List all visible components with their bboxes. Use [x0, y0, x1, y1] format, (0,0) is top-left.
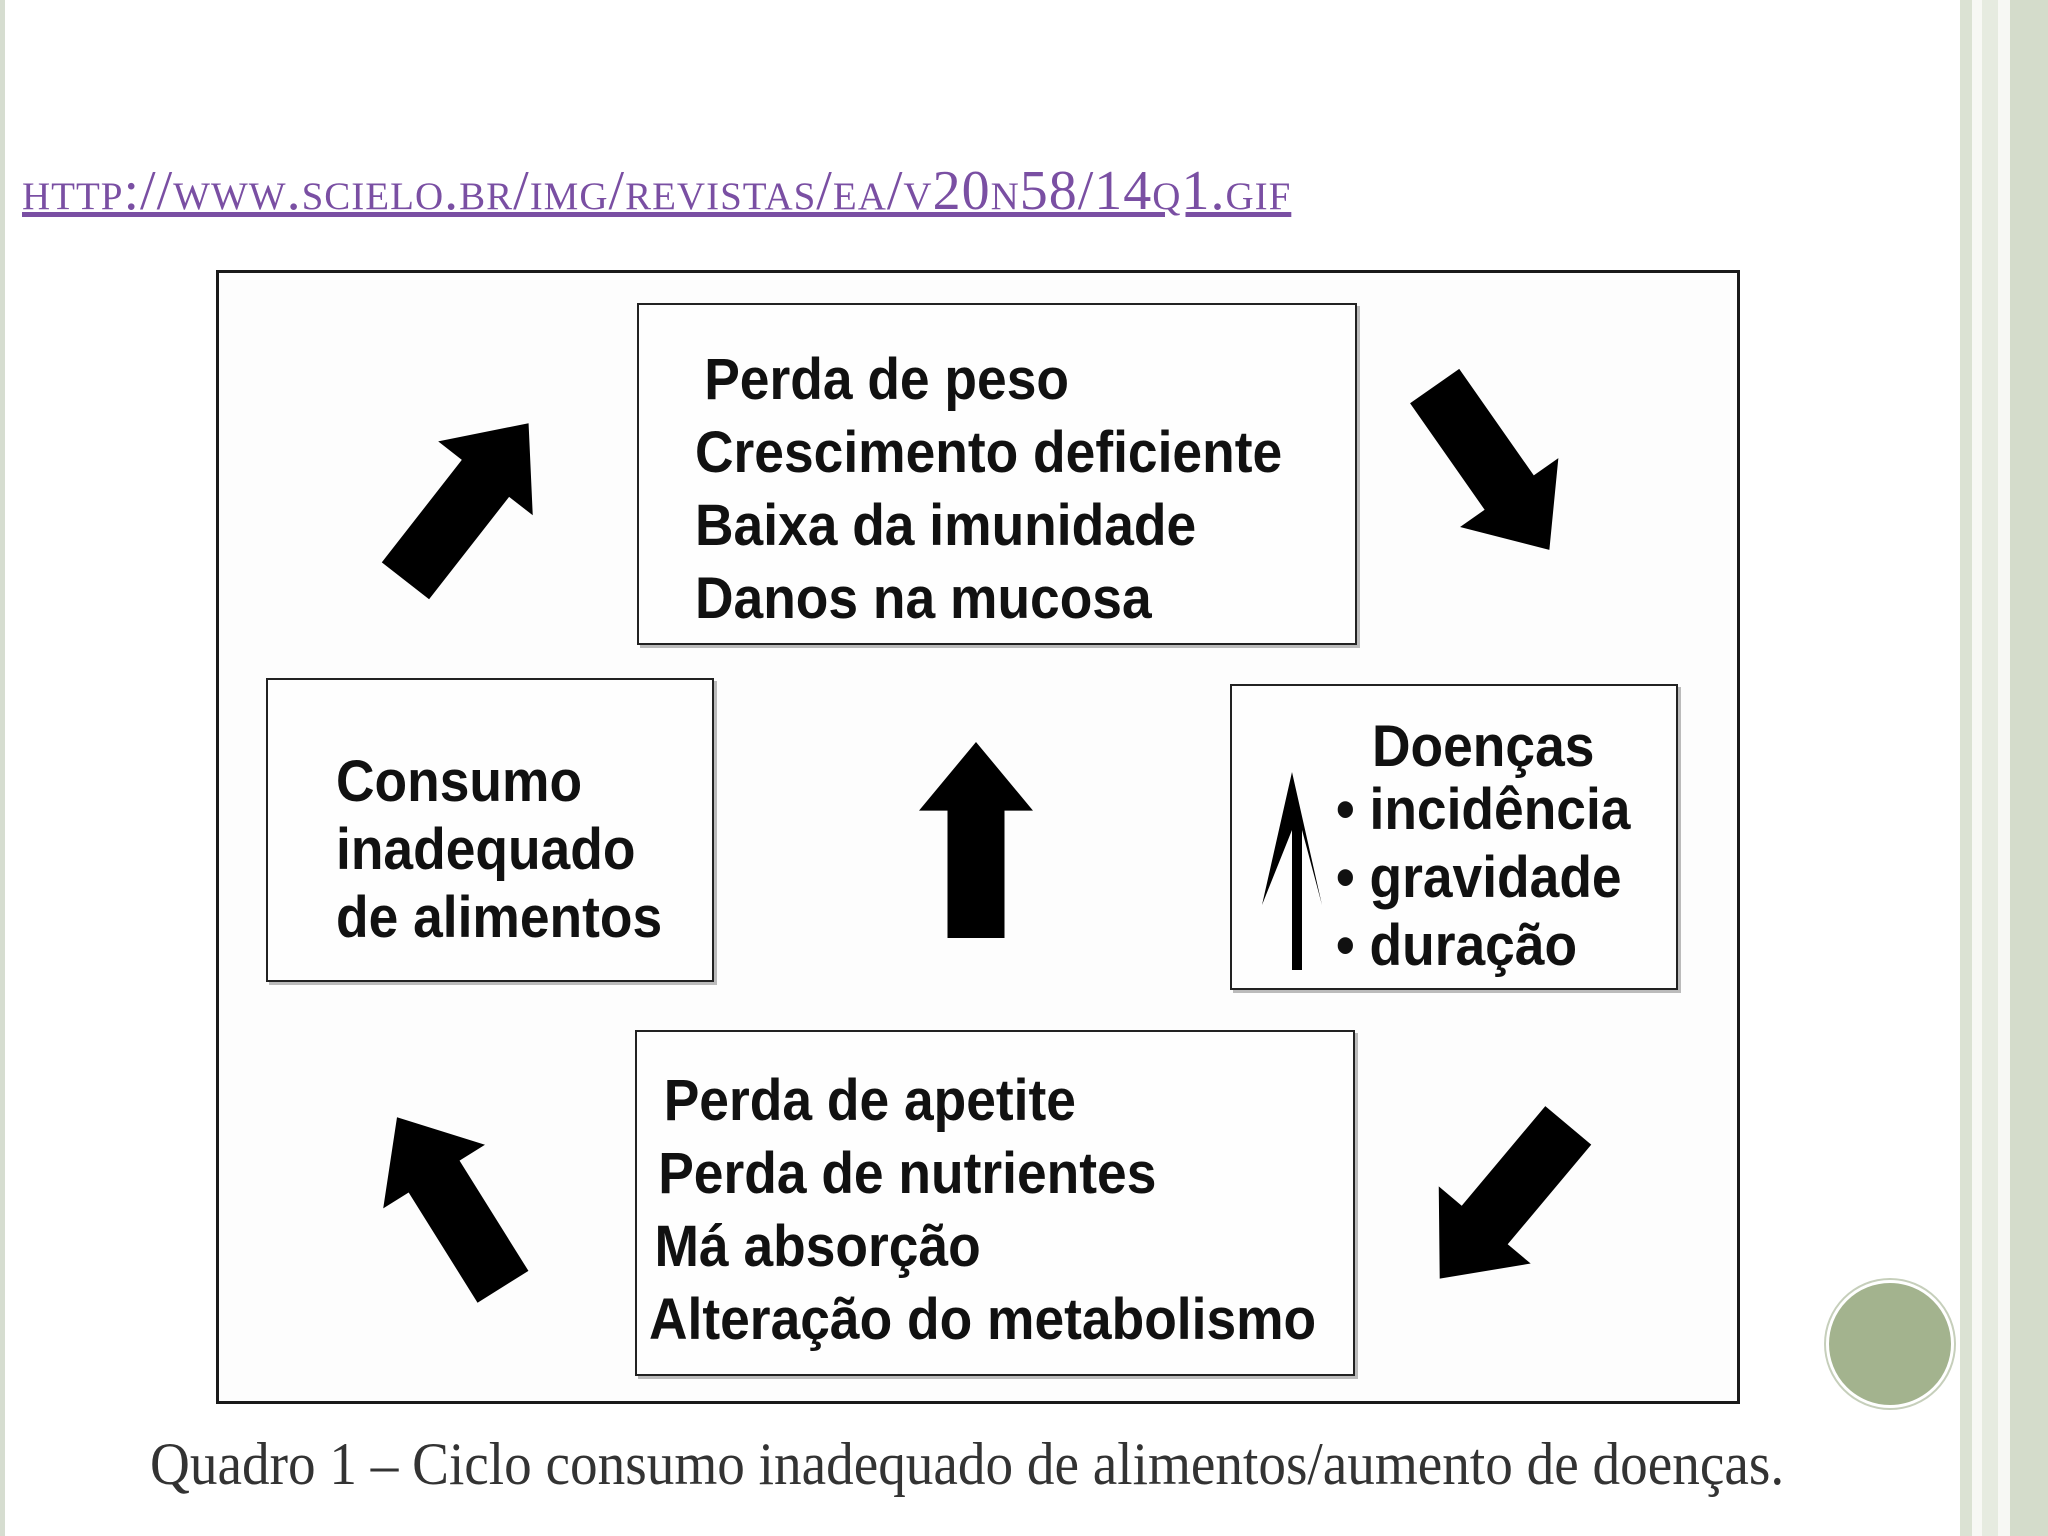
- inadequate-intake-box: [266, 678, 714, 982]
- figure-caption: Quadro 1 – Ciclo consumo inadequado de alimentos/aumento de doenças.: [150, 1431, 1785, 1497]
- diseases-bullet: • gravidade: [1336, 845, 1622, 910]
- intake-line: inadequado: [336, 817, 636, 882]
- diseases-box: [1230, 684, 1678, 990]
- effect-line: Alteração do metabolismo: [649, 1287, 1317, 1352]
- slide-frame-stripe: [2010, 0, 2048, 1536]
- effect-line: Má absorção: [654, 1214, 981, 1279]
- slide-left-border: [0, 0, 20, 1536]
- consequence-line: Perda de peso: [704, 347, 1069, 412]
- intake-line: de alimentos: [336, 885, 663, 950]
- slide-nav-circle[interactable]: [1826, 1280, 1954, 1408]
- consequences-box: [637, 303, 1357, 645]
- slide-frame-stripe: [1982, 0, 1998, 1536]
- source-url-link[interactable]: http://www.scielo.br/img/revistas/ea/v20n58/14q1.gif: [22, 160, 1292, 222]
- effects-box: [635, 1030, 1355, 1376]
- diseases-bullet-list: [1336, 776, 1656, 980]
- intake-line: Consumo: [336, 749, 583, 814]
- diseases-heading: Doenças: [1372, 714, 1595, 779]
- slide-frame-stripe: [1960, 0, 1972, 1536]
- effect-line: Perda de apetite: [663, 1068, 1076, 1133]
- consequence-line: Baixa da imunidade: [695, 493, 1197, 558]
- effect-line: Perda de nutrientes: [658, 1141, 1157, 1206]
- consequence-line: Danos na mucosa: [695, 566, 1152, 631]
- diseases-bullet: • incidência: [1336, 777, 1631, 842]
- diseases-bullet: • duração: [1336, 913, 1578, 978]
- consequence-line: Crescimento deficiente: [695, 420, 1283, 485]
